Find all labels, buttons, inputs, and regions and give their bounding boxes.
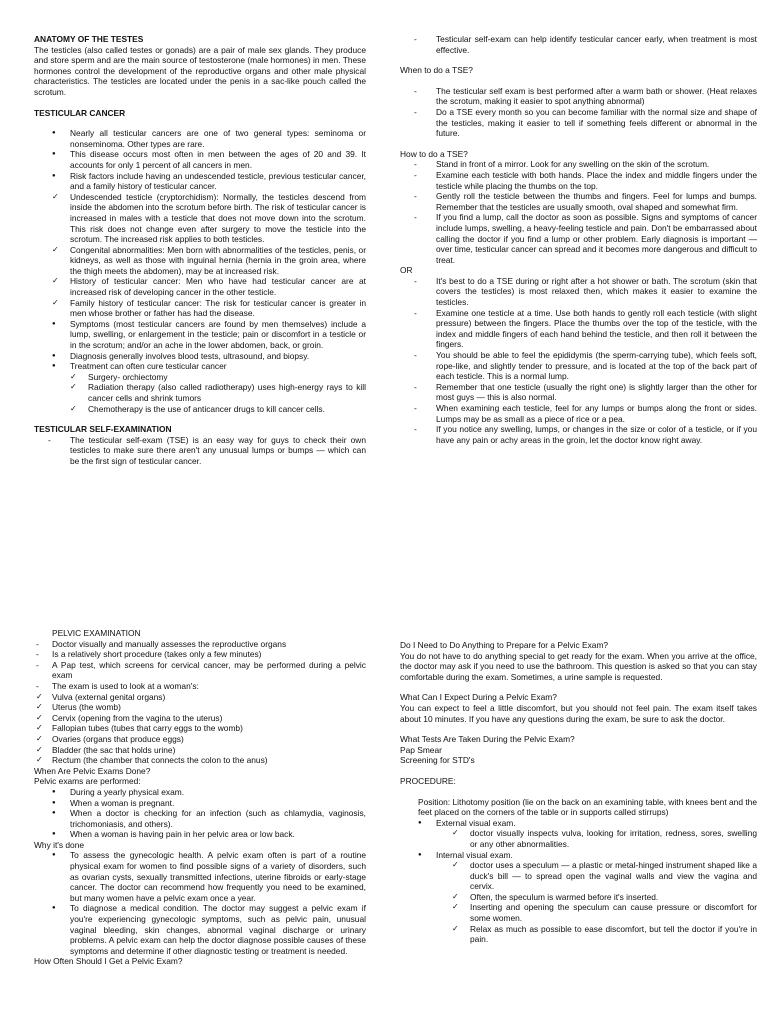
when-pelvic-heading: When Are Pelvic Exams Done? xyxy=(34,765,151,776)
list-item: - If you find a lump, call the doctor as soon as possible. Signs and symptoms of cancer include lumps, swelling, a heavy-feeling testicle and pain. Don't be embarrassed about calling the doctor if you find a lump or other problem. Early diagnosis is important — over time, testicular cancer can spread and it becomes more dangerous and difficult to treat. xyxy=(400,212,757,265)
list-item: ✓ Cervix (opening from the vagina to the uterus) xyxy=(34,713,366,724)
cancer-list xyxy=(34,128,366,192)
tse-list-cont xyxy=(400,34,757,55)
or-label: OR xyxy=(400,265,413,276)
list-item: ✓ Ovaries (organs that produce eggs) xyxy=(34,734,366,745)
list-item: ✓ Congenital abnormalities: Men born with abnormalities of the testicles, penis, or kidneys, as well as those with inguinal hernia (hernia in the groin area, where the thigh meets the abdomen), may be at increased risk. xyxy=(34,245,366,277)
list-item: ● Nearly all testicular cancers are one of two general types: seminoma or nonseminoma. Other types are rare. xyxy=(34,128,366,149)
tests-line-2: Screening for STD's xyxy=(400,755,475,766)
list-item: ● Symptoms (most testicular cancers are found by men themselves) include a lump, swelling, or enlargement in the testicle; pain or discomfort in a testicle or in the scrotum; and/or an ache in the lower abdomen, back, or groin. xyxy=(34,319,366,351)
list-item: ● This disease occurs most often in men between the ages of 20 and 39. It accounts for only 1 percent of all cancers in men. xyxy=(34,149,366,170)
list-item: - Doctor visually and manually assesses the reproductive organs xyxy=(34,639,366,650)
list-item: ✓ Rectum (the chamber that connects the colon to the anus) xyxy=(34,755,366,766)
how-tse-list xyxy=(400,159,757,265)
list-item: ● To diagnose a medical condition. The doctor may suggest a pelvic exam if you're experiencing gynecologic symptoms, such as pelvic pain, unusual vaginal bleeding, skin changes, abnormal vaginal discharge or urinary problems. A pelvic exam can help the doctor diagnose possible causes of these symptoms and determine if other diagnostic testing or treatment is needed. xyxy=(34,903,366,956)
list-item: - Do a TSE every month so you can become familiar with the normal size and shape of the testicles, making it easier to tell if something feels different or abnormal in the future. xyxy=(400,107,757,139)
pelvic-faq-column xyxy=(400,640,757,945)
how-tse-heading: How to do a TSE? xyxy=(400,148,468,159)
list-item: ✓ Radiation therapy (also called radiotherapy) uses high-energy rays to kill cancer cells and shrink tumors xyxy=(34,382,366,403)
tests-heading: What Tests Are Taken During the Pelvic Exam? xyxy=(400,734,575,745)
testes-column xyxy=(34,34,366,467)
list-item: ✓ Inserting and opening the speculum can cause pressure or discomfort for some women. xyxy=(400,902,757,923)
list-item: ● To assess the gynecologic health. A pelvic exam often is part of a routine physical exam for women to find possible signs of a variety of disorders, such as ovarian cysts, sexually transmitted infections, uterine fibroids or early-stage cancer. The doctor can recommend how frequently you need to be examined, but many women have a pelvic exam once a year. xyxy=(34,850,366,903)
list-item: ✓ Vulva (external genital organs) xyxy=(34,692,366,703)
procedure-heading: PROCEDURE: xyxy=(400,775,456,786)
list-item: ✓ doctor uses a speculum — a plastic or metal-hinged instrument shaped like a duck's bill — to spread open the vaginal walls and view the vagina and cervix. xyxy=(400,860,757,892)
list-item: ● Internal visual exam. xyxy=(400,850,757,861)
when-tse-list xyxy=(400,86,757,139)
anatomy-paragraph: The testicles (also called testes or gonads) are a pair of male sex glands. They produce and store sperm and are the main source of testosterone (male hormones) in men. These hormones control the development of the reproductive organs and other male physical characteristics. The testicles are located under the penis in a sac-like pouch called the scrotum. xyxy=(34,44,366,97)
why-list xyxy=(34,850,366,956)
list-item: ✓ Undescended testicle (cryptorchidism): Normally, the testicles descend from inside the abdomen into the scrotum before birth. The risk of testicular cancer is increased in males with a testicle that does not move down into the scrotum. This risk does not change even after surgery to move the testicle into the scrotum. The increased risk applies to both testicles. xyxy=(34,192,366,245)
list-item: ✓ Fallopian tubes (tubes that carry eggs to the womb) xyxy=(34,723,366,734)
list-item: - If you notice any swelling, lumps, or changes in the size or color of a testicle, or if you have any pain or achy areas in the groin, let the doctor know right away. xyxy=(400,424,757,445)
list-item: - Gently roll the testicle between the thumbs and fingers. Feel for lumps and bumps. Remember that the testicles are usually smooth, oval shaped and somewhat firm. xyxy=(400,191,757,212)
list-item: - The exam is used to look at a woman's: xyxy=(34,681,366,692)
external-exam-list xyxy=(400,818,757,829)
list-item: ✓ Relax as much as possible to ease discomfort, but tell the doctor if you're in pain. xyxy=(400,924,757,945)
expect-heading: What Can I Expect During a Pelvic Exam? xyxy=(400,692,557,703)
list-item: - Stand in front of a mirror. Look for any swelling on the skin of the scrotum. xyxy=(400,159,757,170)
tse-heading: TESTICULAR SELF-EXAMINATION xyxy=(34,424,172,435)
list-item: ✓ Surgery- orchiectomy xyxy=(34,372,366,383)
list-item: - A Pap test, which screens for cervical cancer, may be performed during a pelvic exam xyxy=(34,660,366,681)
position-paragraph: Position: Lithotomy position (lie on the back on an examining table, with knees bent and the feet placed on the corners of the table or in supports called stirrups) xyxy=(418,796,757,818)
list-item: ✓ History of testicular cancer: Men who have had testicular cancer are at increased risk of developing cancer in the other testicle. xyxy=(34,276,366,297)
tse-list xyxy=(34,435,366,467)
often-heading: How Often Should I Get a Pelvic Exam? xyxy=(34,956,183,967)
pelvic-list xyxy=(34,639,366,692)
list-item: ● Treatment can often cure testicular cancer xyxy=(34,361,366,372)
when-tse-heading: When to do a TSE? xyxy=(400,65,473,76)
internal-details xyxy=(400,860,757,945)
risk-factor-list xyxy=(34,192,366,319)
why-heading: Why it's done xyxy=(34,839,85,850)
cancer-heading: TESTICULAR CANCER xyxy=(34,107,126,118)
anatomy-heading: ANATOMY OF THE TESTES xyxy=(34,34,144,44)
tse-column xyxy=(400,34,757,445)
list-item: - When examining each testicle, feel for any lumps or bumps along the front or sides. Lumps may be as small as a piece of rice or a pea. xyxy=(400,403,757,424)
pelvic-column xyxy=(34,628,366,967)
list-item: - You should be able to feel the epididymis (the sperm-carrying tube), which feels soft, rope-like, and slightly tender to pressure, and is located at the top of the back part of each testicle. This is a normal lump. xyxy=(400,350,757,382)
list-item: - Testicular self-exam can help identify testicular cancer early, when treatment is most effective. xyxy=(400,34,757,55)
cancer-list-2 xyxy=(34,319,366,372)
list-item: ● During a yearly physical exam. xyxy=(34,787,366,798)
or-tse-list xyxy=(400,276,757,446)
list-item: ✓ Bladder (the sac that holds urine) xyxy=(34,745,366,756)
tests-line-1: Pap Smear xyxy=(400,744,442,755)
list-item: - It's best to do a TSE during or right after a hot shower or bath. The scrotum (skin that covers the testicles) is most relaxed then, which makes it easier to examine the testicles. xyxy=(400,276,757,308)
list-item: ● When a woman is pregnant. xyxy=(34,798,366,809)
list-item: ● When a doctor is checking for an infection (such as chlamydia, vaginosis, trichomoniasis, and others). xyxy=(34,808,366,829)
list-item: ● External visual exam. xyxy=(400,818,757,829)
pelvic-heading: PELVIC EXAMINATION xyxy=(52,628,141,638)
internal-exam-list xyxy=(400,850,757,861)
list-item: ✓ Often, the speculum is warmed before it's inserted. xyxy=(400,892,757,903)
list-item: ● When a woman is having pain in her pelvic area or low back. xyxy=(34,829,366,840)
list-item: - Remember that one testicle (usually the right one) is slightly larger than the other for most guys — this is also normal. xyxy=(400,382,757,403)
list-item: ✓ doctor visually inspects vulva, looking for irritation, redness, sores, swelling or any other abnormalities. xyxy=(400,828,757,849)
list-item: - The testicular self exam is best performed after a warm bath or shower. (Heat relaxes the scrotum, making it easier to spot anything abnormal) xyxy=(400,86,757,107)
list-item: - The testicular self-exam (TSE) is an easy way for guys to check their own testicles to make sure there aren't any unusual lumps or bumps — which can be the first sign of testicular cancer. xyxy=(34,435,366,467)
prepare-heading: Do I Need to Do Anything to Prepare for a Pelvic Exam? xyxy=(400,640,609,650)
prepare-paragraph: You do not have to do anything special to get ready for the exam. When you arrive at the office, the doctor may ask if you need to use the bathroom. This question is asked so that you can stay comfortable during the exam. Sometimes, a urine sample is requested. xyxy=(400,650,757,682)
list-item: ✓ Uterus (the womb) xyxy=(34,702,366,713)
expect-paragraph: You can expect to feel a little discomfort, but you should not feel pain. The exam itself takes about 10 minutes. If you have any questions during the exam, be sure to ask the doctor. xyxy=(400,702,757,724)
list-item: ● Risk factors include having an undescended testicle, previous testicular cancer, and a family history of testicular cancer. xyxy=(34,171,366,192)
when-pelvic-sub: Pelvic exams are performed: xyxy=(34,776,141,787)
list-item: ✓ Chemotherapy is the use of anticancer drugs to kill cancer cells. xyxy=(34,404,366,415)
list-item: ✓ Family history of testicular cancer: The risk for testicular cancer is greater in men whose brother or father has had the disease. xyxy=(34,298,366,319)
list-item: - Examine one testicle at a time. Use both hands to gently roll each testicle (with slight pressure) between the fingers. Place the thumbs over the top of the testicle, with the index and middle fingers of each hand behind the testicle, and then roll it between the fingers. xyxy=(400,308,757,350)
list-item: - Is a relatively short procedure (takes only a few minutes) xyxy=(34,649,366,660)
organ-list xyxy=(34,692,366,766)
list-item: - Examine each testicle with both hands. Place the index and middle fingers under the testicle while placing the thumbs on the top. xyxy=(400,170,757,191)
when-pelvic-list xyxy=(34,787,366,840)
list-item: ● Diagnosis generally involves blood tests, ultrasound, and biopsy. xyxy=(34,351,366,362)
external-details xyxy=(400,828,757,849)
treatment-list xyxy=(34,372,366,414)
